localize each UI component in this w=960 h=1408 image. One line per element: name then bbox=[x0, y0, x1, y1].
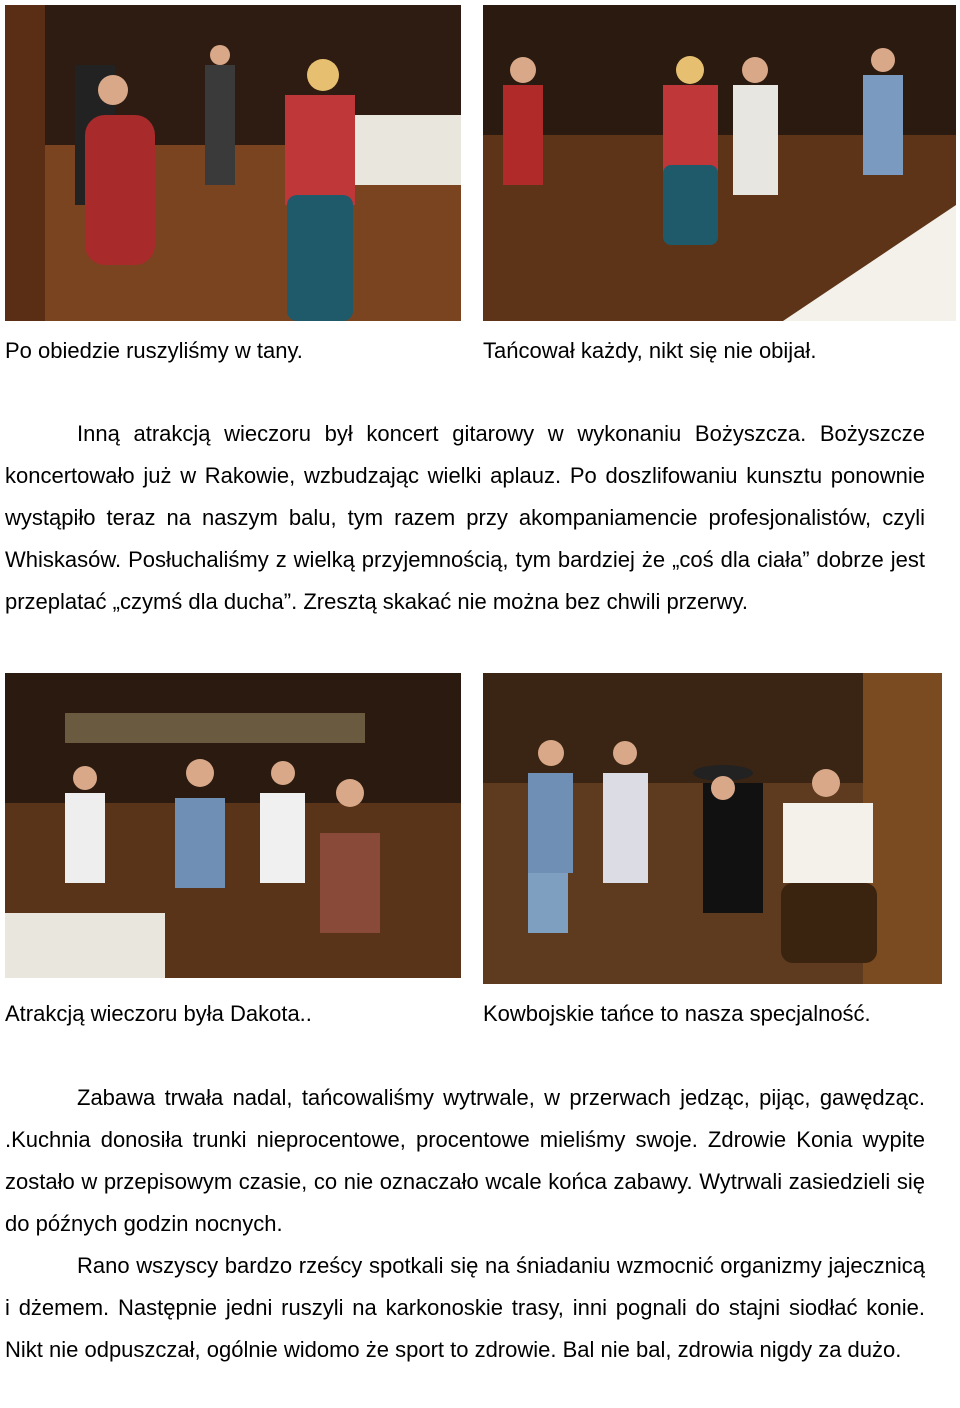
photo-couples-dancing bbox=[483, 5, 956, 321]
paragraph-party-morning bbox=[5, 1077, 925, 1371]
caption-top-left: Po obiedzie ruszyliśmy w tany. bbox=[5, 338, 303, 363]
paragraph-concert-text: Inną atrakcją wieczoru był koncert gitarowy w wykonaniu Bożyszcza. Bożyszcze koncertowało już w Rakowie, wzbudzając wielki aplauz. Po doszlifowaniu kunsztu ponownie wystąpiło teraz na naszym balu, tym razem przy akompaniamencie profesjonalistów, czyli Whiskasów. Posłuchaliśmy z wielką przyjemnością, tym bardziej że „coś dla ciała” dobrze jest przeplatać „czymś dla ducha”. Zresztą skakać nie można bez chwili przerwy. bbox=[5, 421, 925, 614]
caption-bottom-left: Atrakcją wieczoru była Dakota.. bbox=[5, 1001, 312, 1026]
caption-top-right: Tańcował każdy, nikt się nie obijał. bbox=[483, 338, 817, 363]
paragraph-concert bbox=[5, 413, 925, 623]
paragraph-morning-text: Rano wszyscy bardzo rześcy spotkali się na śniadaniu wzmocnić organizmy jajecznicą i dżemem. Następnie jedni ruszyli na karkonoskie trasy, inni pognali do stajni siodłać konie. Nikt nie odpuszczał, ogólnie widomo że sport to zdrowie. Bal nie bal, zdrowia nigdy za dużo. bbox=[5, 1253, 925, 1362]
caption-bottom-right: Kowbojskie tańce to nasza specjalność. bbox=[483, 1001, 871, 1026]
photo-dancers-floor bbox=[5, 5, 461, 321]
photo-dakota-group bbox=[5, 673, 461, 978]
paragraph-party-text: Zabawa trwała nadal, tańcowaliśmy wytrwale, w przerwach jedząc, pijąc, gawędząc. .Kuchnia donosiła trunki nieprocentowe, procentowe mieliśmy swoje. Zdrowie Konia wypite zostało w przepisowym czasie, co nie oznaczało wcale końca zabawy. Wytrwali zasiedzieli się do późnych godzin nocnych. bbox=[5, 1085, 925, 1236]
photo-cowboy-dance bbox=[483, 673, 942, 984]
